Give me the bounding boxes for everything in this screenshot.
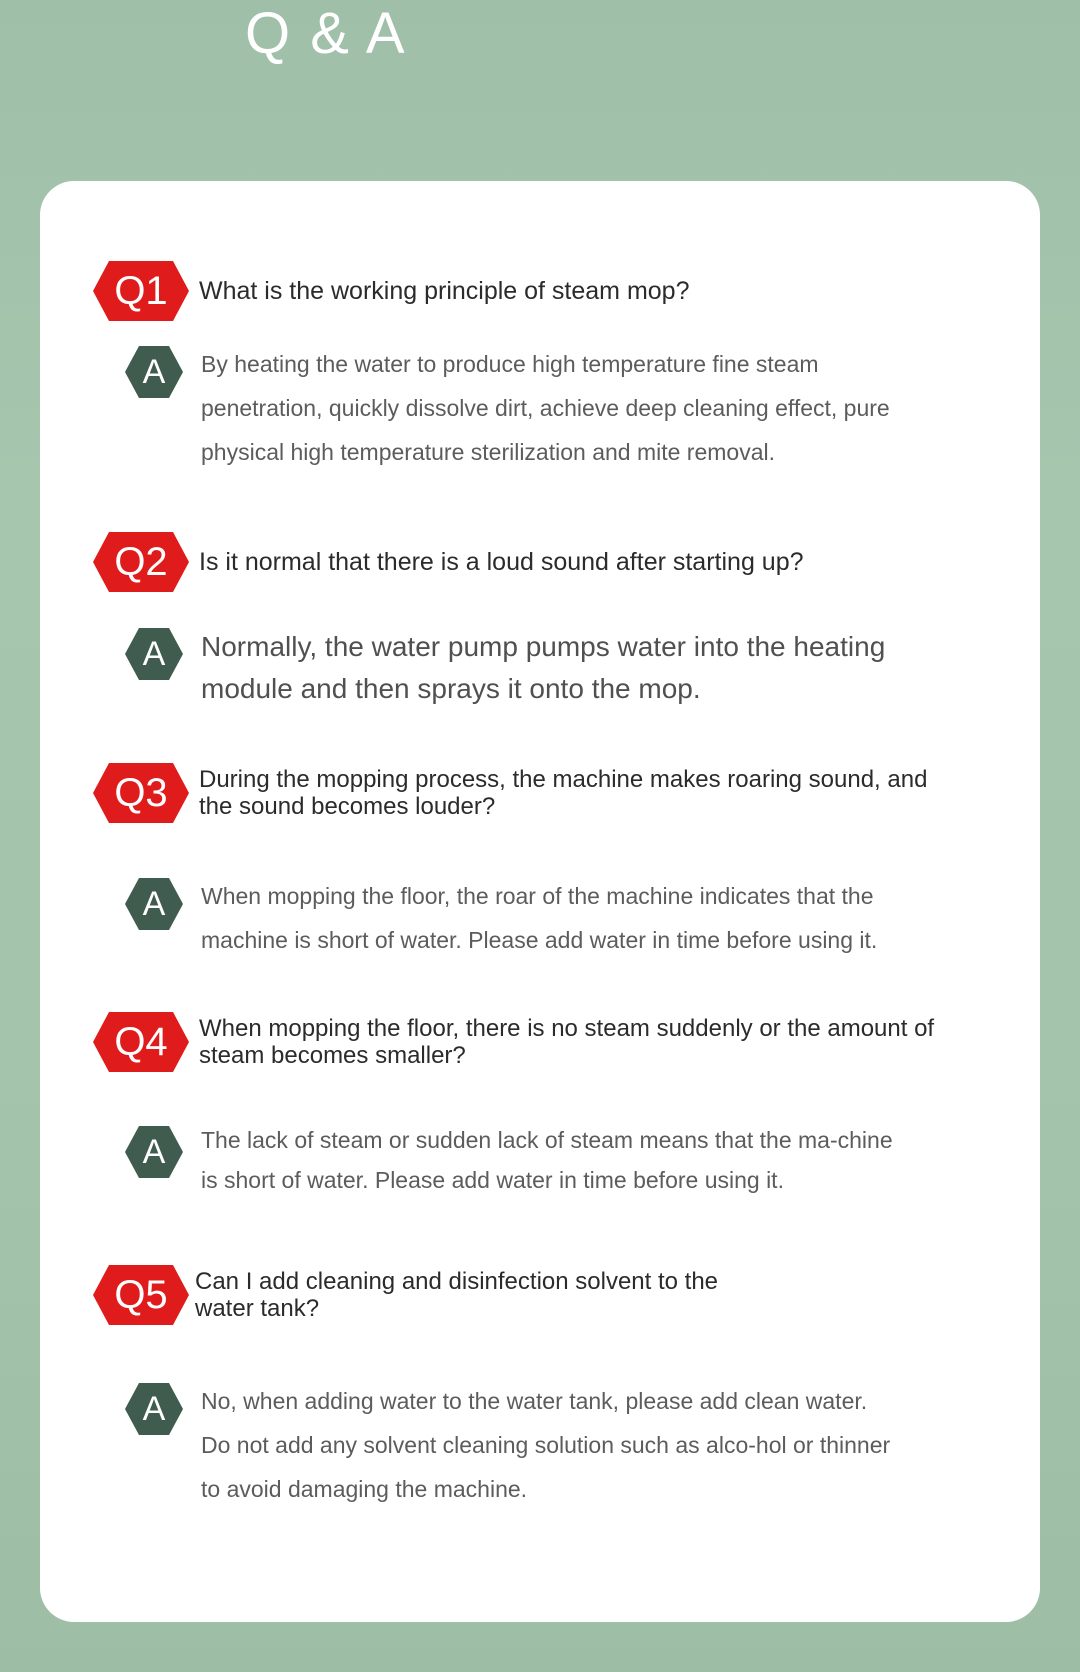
answer-text: By heating the water to produce high temperature fine steam penetration, quickly dissolve dirt, achieve deep cleaning effect, pure physical high temperature sterilization and mite removal.: [201, 351, 890, 465]
answer-badge: [125, 1126, 183, 1178]
answer-row-1: [125, 346, 891, 474]
answer-text: Normally, the water pump pumps water into the heating module and then sprays it onto the mop.: [201, 631, 886, 704]
answer-label: A: [142, 353, 166, 391]
answer-row-4: [125, 1126, 901, 1200]
question-text: During the mopping process, the machine makes roaring sound, and the sound becomes louder?: [199, 766, 928, 820]
page-title: Q & A: [245, 1, 407, 66]
answer-badge: [125, 346, 183, 398]
question-row-1: [93, 261, 919, 321]
answer-text: The lack of steam or sudden lack of steam means that the ma-chine is short of water. Please add water in time before using it.: [201, 1127, 893, 1193]
answer-badge: [125, 878, 183, 930]
question-badge: [93, 261, 189, 321]
question-label: Q2: [114, 540, 168, 584]
question-badge: [93, 532, 189, 592]
question-row-4: [93, 1012, 979, 1072]
qa-card: [40, 181, 1040, 1622]
answer-row-3: [125, 878, 901, 962]
answer-badge: [125, 1383, 183, 1435]
question-badge: [93, 1265, 189, 1325]
answer-row-5: [125, 1383, 901, 1511]
question-row-5: [93, 1265, 735, 1325]
question-badge: [93, 763, 189, 823]
answer-badge: [125, 628, 183, 680]
answer-text: When mopping the floor, the roar of the machine indicates that the machine is short of water. Please add water in time before using it.: [201, 883, 878, 953]
question-row-3: [93, 763, 959, 823]
question-label: Q1: [114, 269, 168, 313]
answer-label: A: [142, 635, 166, 673]
question-label: Q3: [114, 771, 168, 815]
answer-label: A: [142, 885, 166, 923]
answer-row-2: [125, 628, 921, 710]
question-text: Is it normal that there is a loud sound after starting up?: [199, 548, 804, 576]
question-badge: [93, 1012, 189, 1072]
answer-label: A: [142, 1390, 166, 1428]
answer-text: No, when adding water to the water tank, please add clean water. Do not add any solvent cleaning solution such as alco-hol or thinner to avoid damaging the machine.: [201, 1388, 891, 1502]
question-text: What is the working principle of steam mop?: [199, 277, 690, 305]
question-label: Q4: [114, 1020, 168, 1064]
answer-label: A: [142, 1133, 166, 1171]
question-row-2: [93, 532, 919, 592]
question-text: Can I add cleaning and disinfection solvent to the water tank?: [195, 1268, 719, 1322]
question-text: When mopping the floor, there is no steam suddenly or the amount of steam becomes smaller?: [199, 1015, 935, 1069]
question-label: Q5: [114, 1273, 168, 1317]
